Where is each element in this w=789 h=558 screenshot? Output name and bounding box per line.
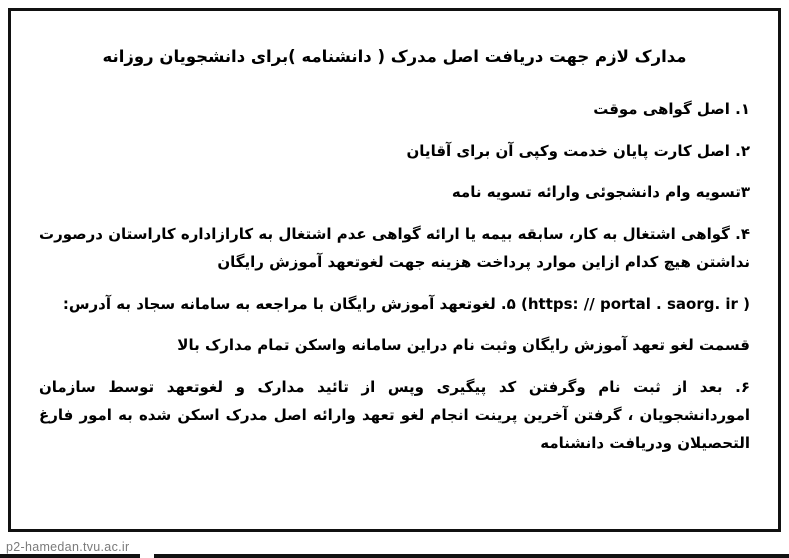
bottom-rule-gap [140,554,154,558]
bottom-black-rule [0,554,789,558]
requirement-item-5-continued: قسمت لغو تعهد آموزش رایگان وثبت نام دراین سامانه واسکن تمام مدارک بالا [177,336,750,355]
requirement-item-5-text: ۵. لغوتعهد آموزش رایگان با مراجعه به سامانه سجاد به آدرس: [62,294,516,313]
saorg-portal-url: (https: // portal . saorg. ir ) [521,294,750,313]
requirement-item-1: ۱. اصل گواهی موقت [593,99,750,118]
page-title: مدارک لازم جهت دریافت اصل مدرک ( دانشنامه )برای دانشجویان روزانه [102,47,687,66]
requirement-item-4: ۴. گواهی اشتغال به کار، سابقه بیمه یا ارائه گواهی عدم اشتغال به کارازاداره کاراستان درصورت نداشتن هیچ کدام ازاین موارد پرداخت هزینه جهت لغوتعهد آموزش رایگان [39,225,750,271]
requirement-item-3: ۳تسویه وام دانشجوئی وارائه تسویه نامه [451,183,750,202]
requirement-item-6: ۶. بعد از ثبت نام وگرفتن کد پیگیری وپس از تائید مدارک و لغوتعهد توسط سازمان اموردانشجویان ، گرفتن آخرین پرینت انجام لغو تعهد وارائه اصل مدرک اسکن شده به امور فارغ التحصیلان ودریافت دانشنامه [39,378,750,452]
site-watermark: p2-hamedan.tvu.ac.ir [6,540,130,554]
requirement-item-5 [39,291,750,319]
document-content [39,45,750,519]
requirement-item-2: ۲. اصل کارت پایان خدمت وکپی آن برای آقایان [406,141,750,160]
page-border-frame [8,8,781,532]
